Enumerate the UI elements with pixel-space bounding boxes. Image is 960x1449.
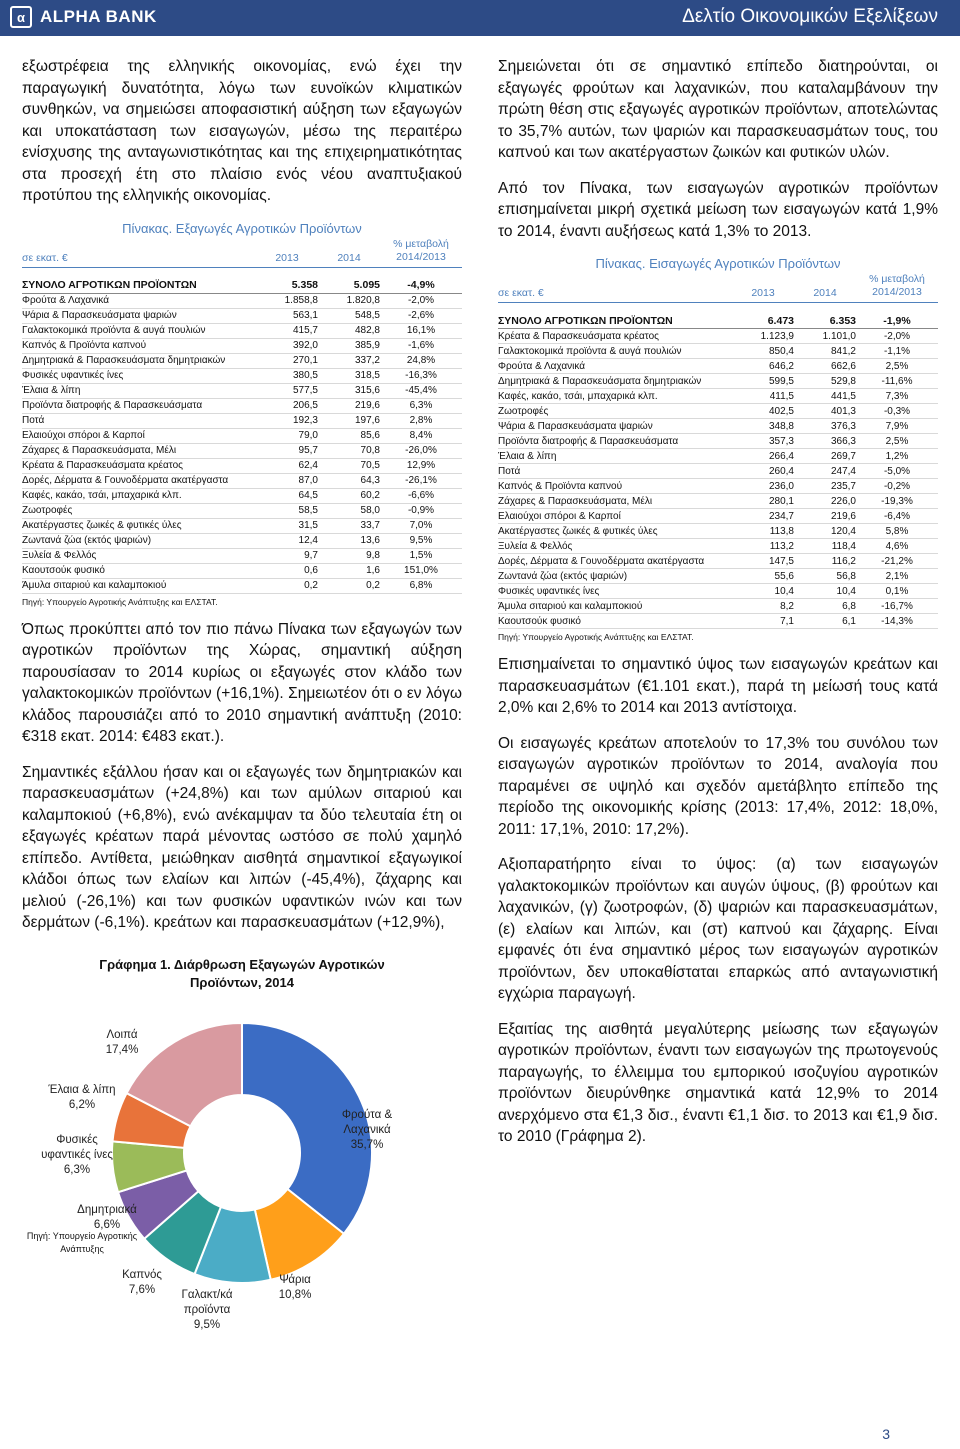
cell-2013: 411,5 (732, 389, 794, 404)
cell-2014: 9,8 (318, 548, 380, 563)
cell-name: Ζωντανά ζώα (εκτός ψαριών) (498, 569, 732, 584)
table-row (22, 383, 462, 398)
cell-2013: 10,4 (732, 584, 794, 599)
cell-2013: 236,0 (732, 479, 794, 494)
cell-2014: 1.820,8 (318, 293, 380, 308)
paragraph: Σημαντικές εξάλλου ήσαν και οι εξαγωγές των δημητριακών και παρασκευασμάτων (+24,8%) και των αμύλων σιταριού και καλαμποκιού (+6,8%), ενώ ανέκαμψαν τα δύο τελευταία έτη οι εξαγωγές κρέατων παρά μένοντας ωστόσο σε πολύ χαμηλό επίπεδο. Αντίθετα, μειώθηκαν αισθητά σημαντικοί εξαγωγικοί κλάδοι όπως των ελαίων και λιπών (-45,4%), ζάχαρης και μελιού (-26,1%) και των φυσικών υφαντικών ινών και των δερμάτων (-6,1%). κρεάτων και παρασκευασμάτων (+12,9%), (22, 763, 462, 931)
bulletin-title: Δελτίο Οικονομικών Εξελίξεων (682, 6, 938, 27)
cell-change: -1,6% (380, 338, 462, 353)
cell-2013: 380,5 (256, 368, 318, 383)
cell-change: -26,0% (380, 443, 462, 458)
imports-table (498, 256, 938, 642)
cell-name: Ξυλεία & Φελλός (498, 539, 732, 554)
table-row (498, 524, 938, 539)
cell-change: 6,8% (380, 578, 462, 593)
cell-name: Καπνός & Προϊόντα καπνού (22, 338, 256, 353)
slice-value: 7,6% (128, 1283, 156, 1296)
cell-2014: 0,2 (318, 578, 380, 593)
cell-2013: 95,7 (256, 443, 318, 458)
table-row (22, 443, 462, 458)
cell-2014: 366,3 (794, 434, 856, 449)
paragraph: Από τον Πίνακα, των εισαγωγών αγροτικών προϊόντων επισημαίνεται μικρή σχετικά μείωση των εισαγωγών κατά 1,9% το 2014, έναντι αυξήσεως κατά 1,3% το 2013. (498, 179, 938, 240)
table-row (498, 449, 938, 464)
cell-name: Άμυλα σιταριού και καλαμποκιού (22, 578, 256, 593)
cell-2013: 5.358 (256, 278, 318, 294)
cell-name: Ακατέργαστες ζωικές & φυτικές ύλες (498, 524, 732, 539)
table-header (498, 273, 938, 303)
cell-2013: 348,8 (732, 419, 794, 434)
col-change (856, 273, 938, 299)
pie-chart (22, 948, 462, 1331)
cell-2014: 385,9 (318, 338, 380, 353)
cell-2014: 58,0 (318, 503, 380, 518)
col-year-2014: 2014 (337, 251, 361, 264)
table-row (498, 344, 938, 359)
table-body (498, 313, 938, 629)
cell-name: ΣΥΝΟΛΟ ΑΓΡΟΤΙΚΩΝ ΠΡΟΪΟΝΤΩΝ (498, 313, 732, 329)
col-change-bottom: 2014/2013 (396, 250, 446, 263)
cell-2013: 8,2 (732, 599, 794, 614)
paragraph: Επισημαίνεται το σημαντικό ύψος των εισαγωγών κρεάτων και παρασκευασμάτων (€1.101 εκατ.), παρά τη μείωσή τους κατά 2,0% και 2,6% το 2014 και 2013 αντίστοιχα. (498, 656, 938, 716)
table-row (498, 494, 938, 509)
cell-name: Δορές, Δέρματα & Γουνοδέρματα ακατέργαστα (22, 473, 256, 488)
cell-2014: 10,4 (794, 584, 856, 599)
cell-change: -1,9% (856, 313, 938, 329)
table-row (22, 503, 462, 518)
cell-2014: 529,8 (794, 374, 856, 389)
table-row (498, 584, 938, 599)
cell-2014: 6,1 (794, 614, 856, 629)
table-row (498, 389, 938, 404)
cell-change: -0,2% (856, 479, 938, 494)
table-row (22, 293, 462, 308)
cell-name: Καφές, κακάο, τσάι, μπαχαρικά κλπ. (498, 389, 732, 404)
cell-name: Καουτσούκ φυσικό (498, 614, 732, 629)
cell-2014: 219,6 (318, 398, 380, 413)
cell-change: 2,5% (856, 434, 938, 449)
slice-name: Δημητριακά (77, 1203, 137, 1216)
slice-label (97, 1268, 187, 1298)
cell-change: 7,3% (856, 389, 938, 404)
cell-2013: 0,2 (256, 578, 318, 593)
paragraph: Όπως προκύπτει από τον πιο πάνω Πίνακα των εξαγωγών των αγροτικών προϊόντων της Χώρας, σημαντική αύξηση παρουσίασαν το 2014 κυρίως οι εξαγωγές στον κλάδο των γαλακτοκομικών προϊόντων (+16,1%). Σημειωτέον ότι ο εν λόγω κλάδος παρουσιάζει από το 2010 σημαντική ανάπτυξη (2010: €318 εκατ. 2014: €483 εκατ.). (22, 620, 462, 745)
cell-2013: 234,7 (732, 509, 794, 524)
table-row (22, 428, 462, 443)
table-row (22, 533, 462, 548)
col-year-2014: 2014 (813, 287, 837, 299)
cell-2013: 12,4 (256, 533, 318, 548)
cell-name: Κρέατα & Παρασκευάσματα κρέατος (498, 329, 732, 344)
slice-value: 10,8% (278, 1288, 312, 1301)
paragraph: Εξαιτίας της αισθητά μεγαλύτερης μείωσης των εξαγωγών αγροτικών προϊόντων, έναντι των εισαγωγών της πρωτογενούς παραγωγής, το έλλειμμα του εμπορικού ισοζυγίου αγροτικών προϊόντων διευρύνθηκε σημαντικά κατά 12,9% το 2014 ανερχόμενο στα €1,3 δισ., έναντι €1,1 δισ. το 2013 και €1,9 δισ. το 2010 (Γράφημα 2). (498, 1020, 938, 1145)
cell-2013: 58,5 (256, 503, 318, 518)
cell-name: Ποτά (22, 413, 256, 428)
cell-2013: 357,3 (732, 434, 794, 449)
slice-value: 6,6% (93, 1218, 121, 1231)
table-row (498, 359, 938, 374)
table-row (498, 434, 938, 449)
cell-2013: 206,5 (256, 398, 318, 413)
table-row (22, 308, 462, 323)
table-row (22, 473, 462, 488)
cell-2013: 392,0 (256, 338, 318, 353)
cell-2013: 9,7 (256, 548, 318, 563)
cell-change: 151,0% (380, 563, 462, 578)
cell-name: Ζάχαρες & Παρασκευάσματα, Μέλι (22, 443, 256, 458)
cell-2014: 219,6 (794, 509, 856, 524)
slice-name: Γαλακτ/κά προϊόντα (181, 1288, 233, 1316)
cell-name: Δημητριακά & Παρασκευάσματα δημητριακών (498, 374, 732, 389)
cell-name: Ξυλεία & Φελλός (22, 548, 256, 563)
cell-2014: 1,6 (318, 563, 380, 578)
cell-2014: 118,4 (794, 539, 856, 554)
cell-name: Ζάχαρες & Παρασκευάσματα, Μέλι (498, 494, 732, 509)
cell-name: Ζωοτροφές (498, 404, 732, 419)
table-row (22, 413, 462, 428)
cell-name: Ψάρια & Παρασκευάσματα ψαριών (498, 419, 732, 434)
slice-name: Φυσικές υφαντικές ίνες (41, 1133, 113, 1161)
cell-2013: 55,6 (732, 569, 794, 584)
table-title: Πίνακας. Εξαγωγές Αγροτικών Προϊόντων (122, 220, 362, 236)
alpha-logo-icon: α (10, 6, 32, 28)
cell-change: 0,1% (856, 584, 938, 599)
cell-change: -4,9% (380, 278, 462, 294)
cell-2013: 192,3 (256, 413, 318, 428)
cell-2013: 87,0 (256, 473, 318, 488)
table-row (22, 338, 462, 353)
col-change-bottom: 2014/2013 (872, 286, 922, 298)
cell-2014: 13,6 (318, 533, 380, 548)
table-row (22, 353, 462, 368)
cell-name: Προϊόντα διατροφής & Παρασκευάσματα (22, 398, 256, 413)
cell-2014: 269,7 (794, 449, 856, 464)
bank-name: ALPHA BANK (40, 7, 157, 26)
cell-change: 7,0% (380, 518, 462, 533)
cell-2014: 548,5 (318, 308, 380, 323)
cell-change: 1,5% (380, 548, 462, 563)
cell-name: Προϊόντα διατροφής & Παρασκευάσματα (498, 434, 732, 449)
cell-name: Φρούτα & Λαχανικά (498, 359, 732, 374)
cell-name: Ελαιούχοι σπόροι & Καρποί (498, 509, 732, 524)
table-row (22, 518, 462, 533)
cell-change: -6,6% (380, 488, 462, 503)
cell-name: Ζωντανά ζώα (εκτός ψαριών) (22, 533, 256, 548)
cell-change: -19,3% (856, 494, 938, 509)
cell-2013: 113,2 (732, 539, 794, 554)
table-row (498, 329, 938, 344)
cell-2014: 120,4 (794, 524, 856, 539)
cell-name: Ψάρια & Παρασκευάσματα ψαριών (22, 308, 256, 323)
cell-2014: 5.095 (318, 278, 380, 294)
table-row (22, 398, 462, 413)
cell-change: 2,5% (856, 359, 938, 374)
cell-2013: 6.473 (732, 313, 794, 329)
cell-name: ΣΥΝΟΛΟ ΑΓΡΟΤΙΚΩΝ ΠΡΟΪΟΝΤΩΝ (22, 278, 256, 294)
cell-2014: 116,2 (794, 554, 856, 569)
cell-name: Φρούτα & Λαχανικά (22, 293, 256, 308)
cell-name: Κρέατα & Παρασκευάσματα κρέατος (22, 458, 256, 473)
col-year-2013: 2013 (751, 287, 775, 299)
table-row (22, 323, 462, 338)
cell-2013: 280,1 (732, 494, 794, 509)
cell-2014: 662,6 (794, 359, 856, 374)
col-change-top: % μεταβολή (869, 273, 925, 285)
slice-value: 6,2% (68, 1098, 96, 1111)
cell-2013: 415,7 (256, 323, 318, 338)
table-row (498, 554, 938, 569)
cell-2014: 70,5 (318, 458, 380, 473)
slice-label (250, 1273, 340, 1303)
cell-name: Έλαια & λίπη (22, 383, 256, 398)
slice-label (322, 1108, 412, 1153)
cell-change: -2,6% (380, 308, 462, 323)
cell-2014: 482,8 (318, 323, 380, 338)
cell-name: Ακατέργαστες ζωικές & φυτικές ύλες (22, 518, 256, 533)
cell-2014: 197,6 (318, 413, 380, 428)
cell-2014: 85,6 (318, 428, 380, 443)
page-header (0, 0, 960, 36)
table-row (498, 464, 938, 479)
cell-change: -0,9% (380, 503, 462, 518)
cell-2013: 79,0 (256, 428, 318, 443)
cell-change: -45,4% (380, 383, 462, 398)
cell-2014: 247,4 (794, 464, 856, 479)
table-row (498, 539, 938, 554)
cell-name: Ζωοτροφές (22, 503, 256, 518)
slice-name: Έλαια & λίπη (48, 1083, 116, 1096)
chart-source: Πηγή: Υπουργείο Αγροτικής Ανάπτυξης (26, 1230, 138, 1254)
cell-2013: 7,1 (732, 614, 794, 629)
cell-change: 12,9% (380, 458, 462, 473)
cell-change: 4,6% (856, 539, 938, 554)
cell-name: Καουτσούκ φυσικό (22, 563, 256, 578)
cell-2013: 577,5 (256, 383, 318, 398)
cell-2014: 401,3 (794, 404, 856, 419)
table-total-row (498, 313, 938, 329)
cell-2014: 6.353 (794, 313, 856, 329)
cell-2014: 64,3 (318, 473, 380, 488)
table-row (498, 599, 938, 614)
chart-title: Γράφημα 1. Διάρθρωση Εξαγωγών Αγροτικών Προϊόντων, 2014 (99, 956, 385, 990)
cell-2013: 266,4 (732, 449, 794, 464)
table-body (22, 278, 462, 594)
table-row (22, 548, 462, 563)
cell-2014: 841,2 (794, 344, 856, 359)
cell-name: Δημητριακά & Παρασκευάσματα δημητριακών (22, 353, 256, 368)
table-header (22, 238, 462, 268)
unit-label: σε εκατ. € (22, 251, 68, 264)
slice-label (62, 1203, 152, 1233)
cell-2013: 270,1 (256, 353, 318, 368)
cell-change: -6,4% (856, 509, 938, 524)
table-row (498, 404, 938, 419)
table-row (22, 488, 462, 503)
cell-name: Ποτά (498, 464, 732, 479)
cell-2013: 0,6 (256, 563, 318, 578)
cell-change: 6,3% (380, 398, 462, 413)
table-source: Πηγή: Υπουργείο Αγροτικής Ανάπτυξης και ΕΛΣΤΑΤ. (498, 632, 694, 642)
slice-value: 35,7% (350, 1138, 384, 1151)
cell-change: 9,5% (380, 533, 462, 548)
cell-change: 16,1% (380, 323, 462, 338)
table-row (498, 479, 938, 494)
cell-change: -5,0% (856, 464, 938, 479)
cell-change: -16,7% (856, 599, 938, 614)
cell-2013: 563,1 (256, 308, 318, 323)
cell-change: 7,9% (856, 419, 938, 434)
table-row (22, 458, 462, 473)
table-row (22, 368, 462, 383)
cell-name: Δορές, Δέρματα & Γουνοδέρματα ακατέργαστα (498, 554, 732, 569)
table-row (498, 419, 938, 434)
slice-name: Φρούτα & Λαχανικά (341, 1108, 393, 1136)
paragraph: Αξιοπαρατήρητο είναι το ύψος: (α) των εισαγωγών γαλακτοκομικών προϊόντων και αυγών ύψους, (β) φρούτων και λαχανικών, (γ) ζωοτροφών, (δ) ψαριών και παρασκευασμάτων, (ε) ελαίων και λιπών, και (στ) καπνού και ζάχαρης. Είναι εμφανές ότι ένα σημαντικό μέρος των εισαγωγών αγροτικών προϊόντων, δεν υποκαθίσταται επαρκώς από ανταγωνιστική εγχώρια παραγωγή. (498, 856, 938, 1002)
cell-2014: 315,6 (318, 383, 380, 398)
table-row (498, 374, 938, 389)
col-change-top: % μεταβολή (393, 237, 449, 250)
paragraph: Οι εισαγωγές κρεάτων αποτελούν το 17,3% του συνόλου των εισαγωγών αγροτικών προϊόντων το 2014, αναλογία που παραμένει σε υψηλό και σχεδόν αμετάβλητο επίπεδο της περίοδο της οικονομικής κρίσης (2013: 17,4%, 2012: 18,0%, 2011: 17,1%, 2010: 17,2%). (498, 734, 938, 838)
table-source: Πηγή: Υπουργείο Αγροτικής Ανάπτυξης και ΕΛΣΤΑΤ. (22, 596, 218, 607)
cell-change: -21,2% (856, 554, 938, 569)
cell-change: -14,3% (856, 614, 938, 629)
cell-name: Ελαιούχοι σπόροι & Καρποί (22, 428, 256, 443)
slice-value: 17,4% (105, 1043, 139, 1056)
table-title: Πίνακας. Εισαγωγές Αγροτικών Προϊόντων (595, 256, 841, 271)
cell-2014: 1.101,0 (794, 329, 856, 344)
table-total-row (22, 278, 462, 294)
cell-2013: 113,8 (732, 524, 794, 539)
cell-2013: 62,4 (256, 458, 318, 473)
table-row (22, 578, 462, 593)
slice-label (32, 1133, 122, 1178)
cell-name: Φυσικές υφαντικές ίνες (498, 584, 732, 599)
left-column (22, 56, 462, 1331)
cell-2013: 646,2 (732, 359, 794, 374)
slice-value: 6,3% (63, 1163, 91, 1176)
cell-change: -26,1% (380, 473, 462, 488)
cell-change: -1,1% (856, 344, 938, 359)
cell-2014: 60,2 (318, 488, 380, 503)
table-row (22, 563, 462, 578)
cell-change: -2,0% (856, 329, 938, 344)
table-row (498, 509, 938, 524)
cell-2013: 260,4 (732, 464, 794, 479)
cell-change: 1,2% (856, 449, 938, 464)
unit-label: σε εκατ. € (498, 287, 544, 299)
table-row (498, 614, 938, 629)
cell-name: Καφές, κακάο, τσάι, μπαχαρικά κλπ. (22, 488, 256, 503)
cell-change: 2,1% (856, 569, 938, 584)
cell-2013: 1.123,9 (732, 329, 794, 344)
cell-name: Καπνός & Προϊόντα καπνού (498, 479, 732, 494)
cell-2013: 31,5 (256, 518, 318, 533)
slice-name: Λοιπά (106, 1028, 138, 1041)
cell-name: Άμυλα σιταριού και καλαμποκιού (498, 599, 732, 614)
cell-change: 8,4% (380, 428, 462, 443)
cell-change: -11,6% (856, 374, 938, 389)
cell-2013: 599,5 (732, 374, 794, 389)
bank-logo (10, 6, 157, 28)
cell-2014: 33,7 (318, 518, 380, 533)
slice-label (37, 1083, 127, 1113)
cell-name: Έλαια & λίπη (498, 449, 732, 464)
slice-label (77, 1028, 167, 1058)
right-column (498, 56, 938, 1162)
cell-2013: 850,4 (732, 344, 794, 359)
cell-2014: 226,0 (794, 494, 856, 509)
paragraph: εξωστρέφεια της ελληνικής οικονομίας, ενώ έχει την παραγωγική δυνατότητα, λόγω των ευνοϊκών κλιματικών συνθηκών, να σημειώσει αποφασιστική αύξηση των εξαγωγών και υποκατάσταση των εισαγωγών, μέσω της περαιτέρω ενίσχυσης της ανταγωνιστικότητας και της επιχειρηματικότητας στα προσεχή έτη στο πλαίσιο ενός νέου αναπτυξιακού προτύπου της ελληνικής οικονομίας. (22, 58, 462, 204)
cell-2014: 376,3 (794, 419, 856, 434)
slice-name: Ψάρια (279, 1273, 311, 1286)
cell-2014: 56,8 (794, 569, 856, 584)
slice-name: Καπνός (122, 1268, 162, 1281)
cell-2013: 402,5 (732, 404, 794, 419)
col-year-2013: 2013 (275, 251, 299, 264)
paragraph: Σημειώνεται ότι σε σημαντικό επίπεδο διατηρούνται, οι εξαγωγές φρούτων και λαχανικών, που καταλαμβάνουν την πρώτη θέση στις εξαγωγές αγροτικών προϊόντων, αποτελώντας το 35,7% αυτών, των ψαριών και παρασκευασμάτων τους, του καπνού και των ακατέργαστων ζωικών και φυτικών υλών. (498, 58, 938, 161)
cell-2013: 147,5 (732, 554, 794, 569)
cell-change: 24,8% (380, 353, 462, 368)
cell-2014: 70,8 (318, 443, 380, 458)
cell-2014: 318,5 (318, 368, 380, 383)
cell-name: Γαλακτοκομικά προϊόντα & αυγά πουλιών (498, 344, 732, 359)
cell-2014: 235,7 (794, 479, 856, 494)
col-change (380, 238, 462, 264)
cell-name: Γαλακτοκομικά προϊόντα & αυγά πουλιών (22, 323, 256, 338)
page-number: 3 (882, 1426, 890, 1442)
cell-change: -0,3% (856, 404, 938, 419)
cell-2013: 1.858,8 (256, 293, 318, 308)
table-row (498, 569, 938, 584)
slice-value: 9,5% (193, 1318, 221, 1331)
cell-2014: 6,8 (794, 599, 856, 614)
cell-change: 5,8% (856, 524, 938, 539)
cell-2014: 337,2 (318, 353, 380, 368)
cell-2014: 441,5 (794, 389, 856, 404)
cell-change: 2,8% (380, 413, 462, 428)
cell-change: -2,0% (380, 293, 462, 308)
exports-table (22, 221, 462, 607)
cell-name: Φυσικές υφαντικές ίνες (22, 368, 256, 383)
cell-2013: 64,5 (256, 488, 318, 503)
cell-change: -16,3% (380, 368, 462, 383)
